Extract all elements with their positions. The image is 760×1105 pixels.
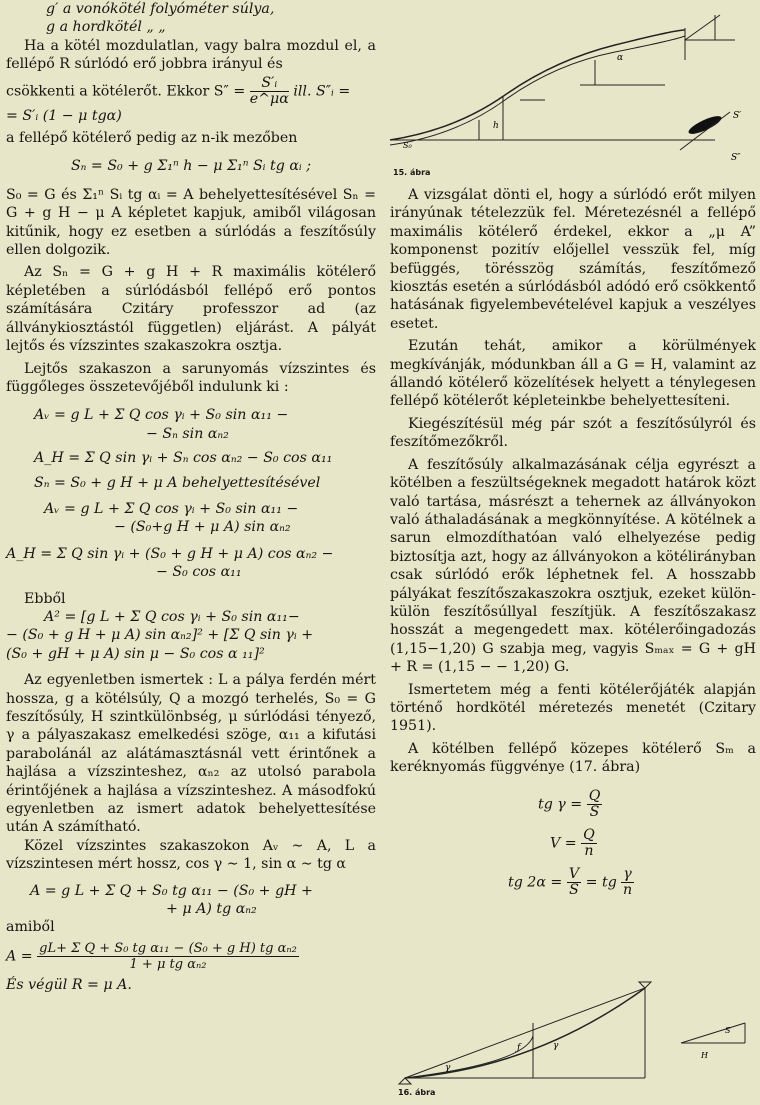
para-horizontal-sections: Közel vízszintes szakaszokon Aᵥ ∼ A, L a vízszintesen mért hossz, cos γ ∼ 1, sin α ∼ tg α [6, 837, 376, 873]
formula-tg-gamma: tg γ = $\frac{Q}{S}$ [538, 787, 601, 820]
fig15-label-s0: S₀ [403, 141, 412, 150]
fig15-label-s-prime: S′ [733, 111, 742, 121]
para-actual-force: Ezután tehát, amikor a körülmények megkívánják, módunkban áll a G = H, valamint az állandó kötélerő közelítések helyett a ténylegesen fellépő kötélerőt képleteinkbe behelyettesíteni. [390, 338, 756, 410]
right-column [390, 186, 756, 898]
eq-r-final: És végül R = μ A. [6, 976, 132, 993]
eq-sn-subst: Sₙ = S₀ + g H + μ A behelyettesítésével [34, 474, 321, 491]
fig15-label-h: h [493, 121, 499, 131]
eq-a-final: A = $\frac{\text{gL+ Σ Q + S₀ tg α₁₁ − (S₀ + g H) tg αₙ₂}}{\text{1 + μ tg αₙ₂}}$ [6, 940, 297, 972]
formula-v: V = $\frac{Q}{n}$ [550, 826, 595, 859]
para-mean-force: A kötélben fellépő közepes kötélerő Sₘ a keréknyomás függvénye (17. ábra) [390, 740, 756, 776]
left-column [6, 0, 376, 994]
formula-si-tga: = S′ᵢ (1 − μ tgα) [6, 107, 122, 124]
frac-a-final: $\frac{\text{gL+ Σ Q + S₀ tg α₁₁ − (S₀ + g H) tg αₙ₂}}{\text{1 + μ tg αₙ₂}}$ [39, 940, 297, 972]
para-friction-direction: A vizsgálat dönti el, hogy a súrlódó erőt milyen irányúnak tételezzük fel. Méretezésnél a fellépő maximális kötélerő érdekel, ekkor a „μ A” komponenst pozitív előjellel vesszük fel, míg befüggés, törésszög számítás, feszítőmező kiosztás esetén a súrlódásból adódó erő csökkentő hatásának figyelembevételével kapjuk a veszélyes esetet. [390, 187, 756, 332]
eq-ah-2b: − S₀ cos α₁₁ [156, 564, 242, 581]
text-amibol: amiből [6, 919, 55, 936]
fig15-label-s-double-prime: S″ [731, 153, 741, 163]
para-max-rope-force: Az Sₙ = G + g H + R maximális kötélerő képletében a súrlódásból fellépő erő pontos számítására Czitáry professzor ad (az állványkiosztástól független) eljárást. A pályát lejtős és vízszintes szakaszokra osztja. [6, 264, 376, 355]
para-known-quantities: Az egyenletben ismertek : L a pálya ferdén mért hossza, g a kötélsúly, Q a mozgó terhelés, S₀ = G feszítősúly, H szintkülönbség, μ súrlódási tényező, γ a pályaszakasz emelkedési szöge, α₁₁ a kifutási parabolánál az alátámasztásnál vett érintőnek a hajlása a vízszinteshez, αₙ₂ az utolsó parabola érintőjének a hajlása a vízszinteshez. A másodfokú egyenletben az ismert adatok behelyettesítése után A számítható. [6, 672, 376, 836]
fig16-label-f: ƒ [517, 1043, 521, 1053]
eq-av-1b: − Sₙ sin αₙ₂ [146, 425, 229, 442]
figure-16 [385, 968, 760, 1088]
text-ebbol: Ebből [24, 590, 66, 607]
fig15-caption: 15. ábra [393, 168, 431, 177]
eq-a-horiz-a: A = g L + Σ Q + S₀ tg α₁₁ − (S₀ + gH + [30, 882, 313, 899]
para-substitution: S₀ = G és Σ₁ⁿ Sᵢ tg αᵢ = A behelyettesítésével Sₙ = G + g H − μ A képletet kapjuk, amiből világosan kitűnik, hogy ez esetben a súrlódás a feszítősúly ellen dolgozik. [6, 186, 376, 259]
fig15-label-alpha: α [617, 53, 624, 63]
eq-av-1a: Aᵥ = g L + Σ Q cos γᵢ + S₀ sin α₁₁ − [34, 407, 289, 424]
eq-ah-2a: A_H = Σ Q sin γᵢ + (S₀ + g H + μ A) cos αₙ₂ − [6, 545, 334, 562]
para-supplement: Kiegészítésül még pár szót a feszítősúlyról és feszítőmezőkről. [390, 415, 756, 451]
eq-ah-1: A_H = Σ Q sin γᵢ + Sₙ cos αₙ₂ − S₀ cos α₁₁ [34, 450, 333, 467]
eq-av-2a: Aᵥ = g L + Σ Q cos γᵢ + S₀ sin α₁₁ − [44, 500, 299, 517]
eq-a-squared-b: − (S₀ + g H + μ A) sin αₙ₂]² + [Σ Q sin γᵢ + [6, 627, 314, 644]
eq-sn-sum: Sₙ = S₀ + g Σ₁ⁿ h − μ Σ₁ⁿ Sᵢ tg αᵢ ; [70, 158, 312, 175]
para-rope-stationary: Ha a kötél mozdulatlan, vagy balra mozdul el, a fellépő R súrlódó erő jobbra irányul és [6, 37, 376, 73]
text-nth-field: a fellépő kötélerő pedig az n-ik mezőben [6, 130, 298, 147]
fig16-label-s: S [725, 1026, 731, 1035]
para-tension-weight: A feszítősúly alkalmazásának célja egyrészt a kötélben a feszültségeknek megadott határok közt való tartása, másrészt a tehernek az állványokon való áthaladásának a megkönnyítése. A kötélnek a sarun elmozdíthatóan való elhelyezése pedig biztosítja azt, hogy az állványokon a kötélirányban csak súrlódó erők léphetnek fel. A hosszabb pályákat feszítőszakaszokra osztjuk, ezeket külön-külön feszítősúllyal feszítjük. A feszítőszakasz hosszát a megengedett max. kötélerőingadozás (1,15−1,20) G szabja meg, vagyis Sₘₐₓ = G + gH + R = (1,15 − − 1,20) G. [390, 456, 756, 676]
eq-a-squared-c: (S₀ + gH + μ A) sin μ − S₀ cos α ₁₁]² [6, 645, 265, 662]
fig16-caption: 16. ábra [398, 1088, 436, 1097]
formula-s-double-prime: csökkenti a kötélerőt. Ekkor S″ = $\frac{\text{S′ᵢ}}{e\^{}\mu\alpha}$ ill. S″ᵢ = [6, 74, 351, 107]
figure-15 [385, 0, 760, 180]
formula-tg-2alpha: tg 2α = $\frac{V}{S}$ = tg $\frac{\gamma}{n}$ [508, 865, 633, 898]
fig16-label-gamma-1: γ [445, 1063, 451, 1073]
text-g: g a hordkötél „ „ [46, 19, 166, 36]
frac-si-over-e: $\frac{\text{S′ᵢ}}{e\^{}\mu\alpha}$ [249, 74, 289, 107]
eq-av-2b: − (S₀+g H + μ A) sin αₙ₂ [114, 519, 291, 536]
eq-a-horiz-b: + μ A) tg αₙ₂ [166, 901, 257, 918]
eq-a-squared-a: A² = [g L + Σ Q cos γᵢ + S₀ sin α₁₁− [44, 608, 300, 625]
fig16-label-gamma-2: γ [553, 1041, 559, 1051]
para-slope-section: Lejtős szakaszon a sarunyomás vízszintes és függőleges összetevőjéből indulunk ki : [6, 360, 376, 395]
text-g-prime: g′ a vonókötél folyóméter súlya, [46, 1, 275, 17]
para-dimensioning: Ismertetem még a fenti kötélerőjáték alapján történő hordkötél méretezés menetét (Czitary 1951). [390, 681, 756, 735]
fig16-label-h: H [701, 1051, 708, 1060]
